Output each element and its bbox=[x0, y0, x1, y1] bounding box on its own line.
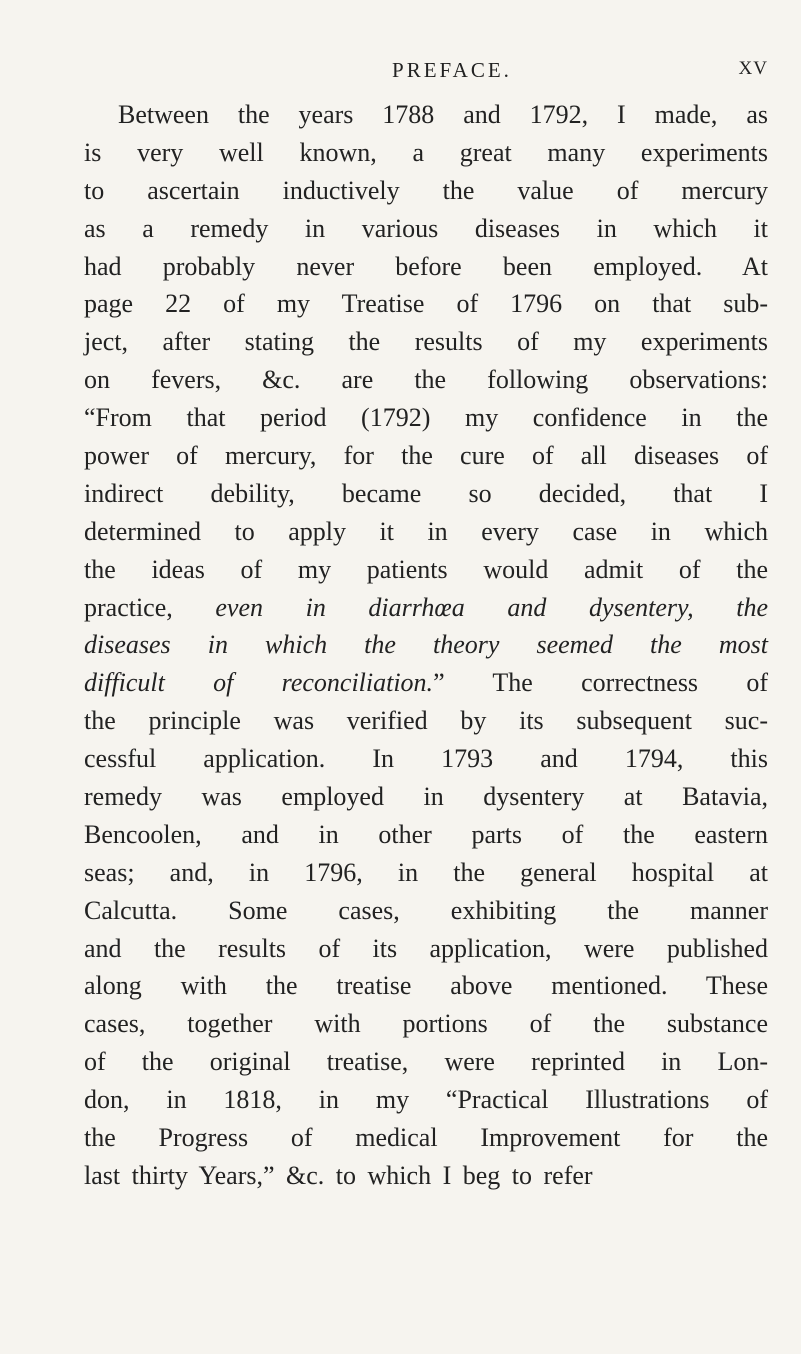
text-line bbox=[84, 1157, 768, 1195]
text-line bbox=[84, 437, 768, 475]
running-head bbox=[136, 58, 768, 86]
text-segment: last thirty Years,” &c. to which I beg to refer bbox=[84, 1160, 593, 1190]
text-segment: remedy was employed in dysentery at Batavia, bbox=[84, 782, 768, 812]
text-segment: Calcutta. Some cases, exhibiting the manner bbox=[84, 895, 768, 925]
text-segment: page 22 of my Treatise of 1796 on that sub- bbox=[84, 289, 768, 319]
text-segment: determined to apply it in every case in which bbox=[84, 516, 768, 546]
text-segment: to ascertain inductively the value of mercury bbox=[84, 175, 768, 205]
text-line bbox=[84, 551, 768, 589]
text-segment: Between the years 1788 and 1792, I made, as bbox=[118, 100, 768, 129]
text-line bbox=[84, 740, 768, 778]
text-line bbox=[84, 513, 768, 551]
text-segment: cessful application. In 1793 and 1794, this bbox=[84, 744, 768, 774]
text-segment: the principle was verified by its subsequent suc- bbox=[84, 706, 768, 736]
text-segment: as a remedy in various diseases in which it bbox=[84, 213, 768, 243]
text-segment: the ideas of my patients would admit of the bbox=[84, 554, 768, 584]
text-segment: and the results of its application, were published bbox=[84, 933, 768, 963]
text-line bbox=[84, 1043, 768, 1081]
text-segment: don, in 1818, in my “Practical Illustrations of bbox=[84, 1085, 768, 1115]
text-line bbox=[84, 892, 768, 930]
text-segment: Bencoolen, and in other parts of the eastern bbox=[84, 819, 768, 849]
text-segment: indirect debility, became so decided, that I bbox=[84, 478, 768, 508]
text-line bbox=[84, 1119, 768, 1157]
text-segment: cases, together with portions of the substance bbox=[84, 1009, 768, 1039]
text-line bbox=[84, 172, 768, 210]
text-segment: “From that period (1792) my confidence in the bbox=[84, 403, 768, 433]
text-segment: is very well known, a great many experiments bbox=[84, 137, 768, 167]
text-line bbox=[84, 323, 768, 361]
text-segment: power of mercury, for the cure of all diseases of bbox=[84, 441, 768, 471]
text-line bbox=[84, 134, 768, 172]
text-segment: practice, bbox=[84, 592, 216, 622]
italic-text-segment: even in diarrhœa and dysentery, the bbox=[215, 592, 769, 622]
page-number: XV bbox=[738, 58, 768, 79]
text-segment: along with the treatise above mentioned. These bbox=[84, 971, 768, 1001]
text-line bbox=[84, 248, 768, 286]
text-line bbox=[84, 854, 768, 892]
text-line bbox=[84, 778, 768, 816]
text-line bbox=[84, 1081, 768, 1119]
text-line bbox=[84, 399, 768, 437]
text-line bbox=[84, 1005, 768, 1043]
text-segment: of the original treatise, were reprinted in Lon- bbox=[84, 1047, 768, 1077]
italic-text-segment: difficult of reconciliation. bbox=[84, 668, 434, 698]
text-line bbox=[84, 96, 768, 134]
text-line bbox=[84, 285, 768, 323]
text-segment: seas; and, in 1796, in the general hospital at bbox=[84, 857, 768, 887]
running-head-title: PREFACE. bbox=[392, 58, 512, 82]
text-line bbox=[84, 626, 768, 664]
text-line bbox=[84, 702, 768, 740]
text-segment: the Progress of medical Improvement for the bbox=[84, 1123, 768, 1153]
text-line bbox=[84, 361, 768, 399]
text-segment: had probably never before been employed. At bbox=[84, 251, 768, 281]
body-text bbox=[84, 96, 768, 1195]
text-line bbox=[84, 589, 768, 627]
text-line bbox=[84, 930, 768, 968]
text-line bbox=[84, 967, 768, 1005]
text-segment: ject, after stating the results of my experiments bbox=[84, 327, 768, 357]
italic-text-segment: diseases in which the theory seemed the most bbox=[84, 630, 768, 660]
text-segment: ” The correctness of bbox=[433, 668, 768, 698]
text-line bbox=[84, 210, 768, 248]
text-line bbox=[84, 816, 768, 854]
text-segment: on fevers, &c. are the following observations: bbox=[84, 365, 768, 395]
text-line bbox=[84, 664, 768, 702]
text-line bbox=[84, 475, 768, 513]
